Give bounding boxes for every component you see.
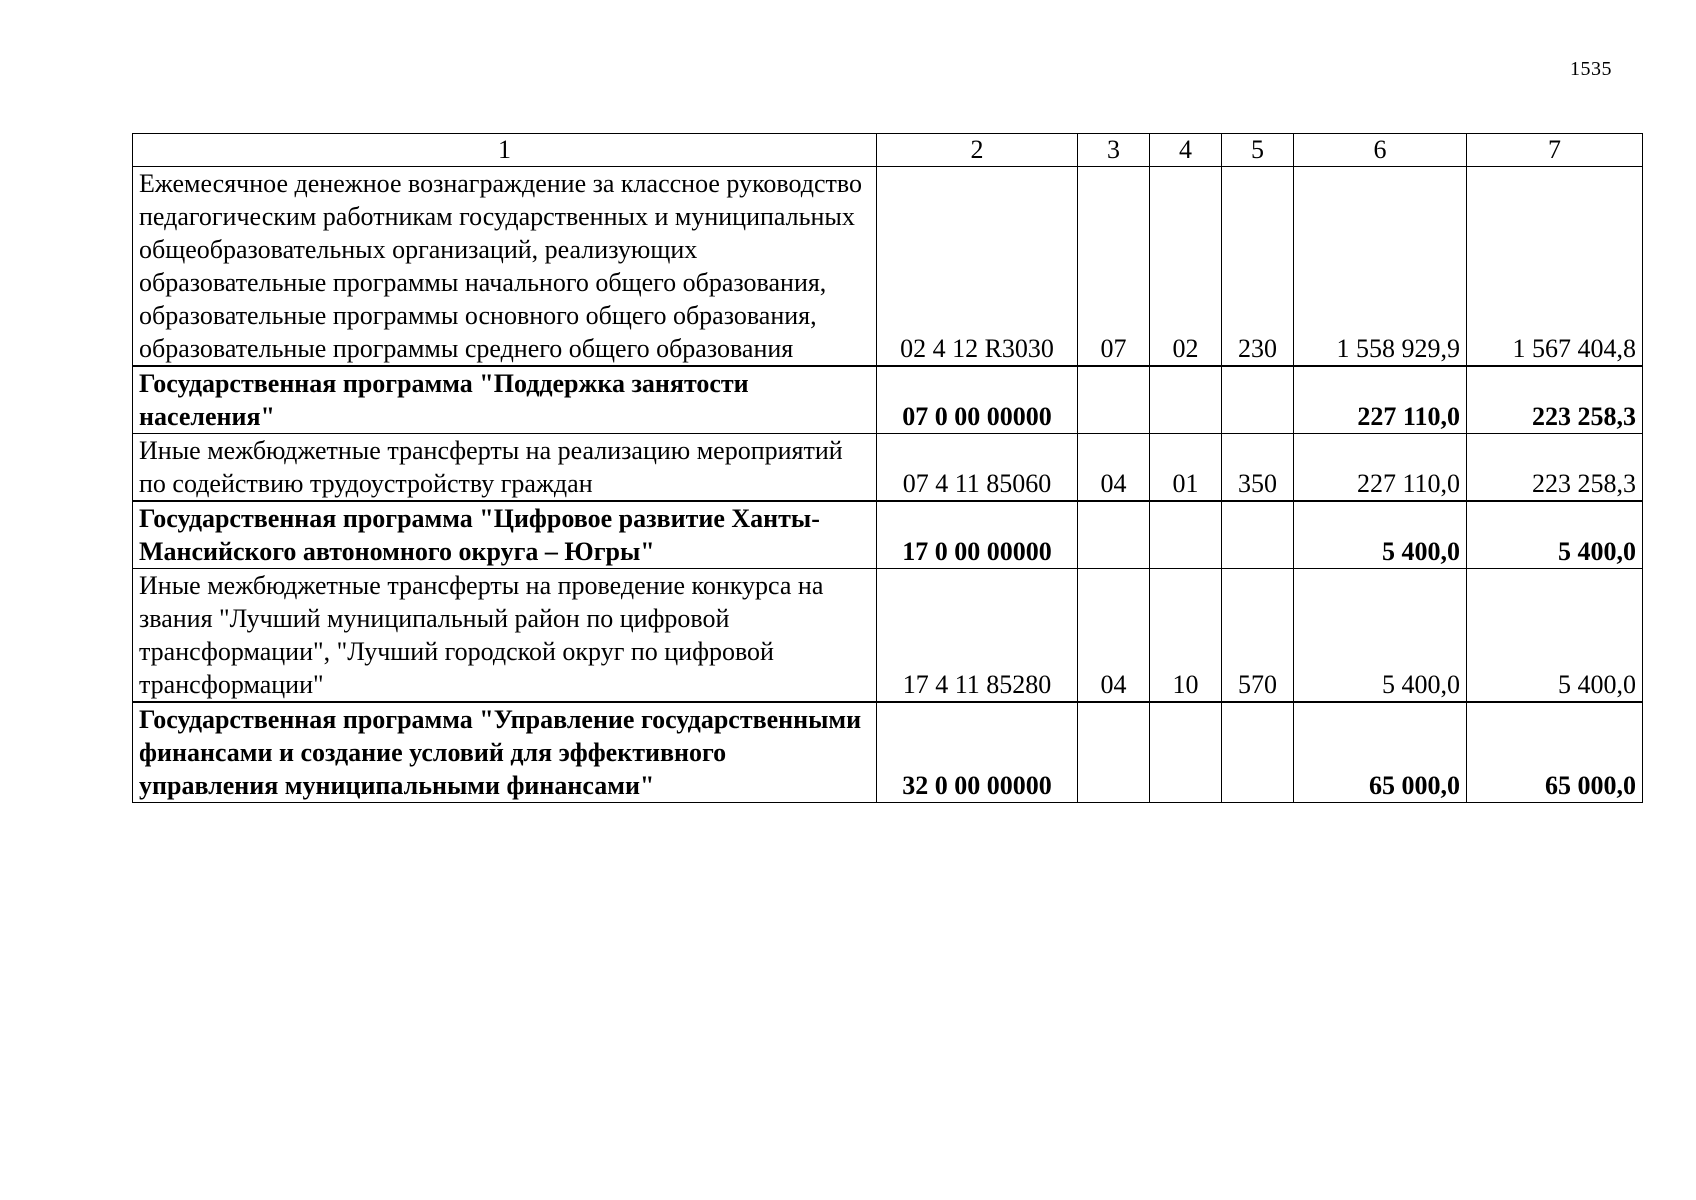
target-article-code: 02 4 12 R3030 [877, 167, 1078, 367]
amount-col-7: 223 258,3 [1467, 434, 1643, 502]
table-row [133, 569, 1643, 703]
section-code: 04 [1078, 434, 1150, 502]
amount-col-6: 1 558 929,9 [1294, 167, 1467, 367]
amount-col-7: 1 567 404,8 [1467, 167, 1643, 367]
section-code [1078, 702, 1150, 803]
subsection-code [1150, 366, 1222, 434]
row-description: Государственная программа "Цифровое развитие Ханты-Мансийского автономного округа – Югры" [133, 501, 877, 569]
amount-col-7: 65 000,0 [1467, 702, 1643, 803]
row-description: Ежемесячное денежное вознаграждение за классное руководство педагогическим работникам государственных и муниципальных общеобразовательных организаций, реализующих образовательные программы начального общего образования, образовательные программы основного общего образования, образовательные программы среднего общего образования [133, 167, 877, 367]
subsection-code: 01 [1150, 434, 1222, 502]
column-header-5: 5 [1222, 134, 1294, 167]
expense-type-code [1222, 702, 1294, 803]
amount-col-6: 227 110,0 [1294, 434, 1467, 502]
expense-type-code: 350 [1222, 434, 1294, 502]
expense-type-code [1222, 501, 1294, 569]
subsection-code: 02 [1150, 167, 1222, 367]
page-number: 1535 [1570, 58, 1612, 80]
row-description: Иные межбюджетные трансферты на проведение конкурса на звания "Лучший муниципальный район по цифровой трансформации", "Лучший городской округ по цифровой трансформации" [133, 569, 877, 703]
row-description: Иные межбюджетные трансферты на реализацию мероприятий по содействию трудоустройству граждан [133, 434, 877, 502]
target-article-code: 07 0 00 00000 [877, 366, 1078, 434]
table-row [133, 167, 1643, 367]
row-description: Государственная программа "Поддержка занятости населения" [133, 366, 877, 434]
column-header-7: 7 [1467, 134, 1643, 167]
amount-col-6: 227 110,0 [1294, 366, 1467, 434]
column-header-4: 4 [1150, 134, 1222, 167]
target-article-code: 07 4 11 85060 [877, 434, 1078, 502]
amount-col-7: 5 400,0 [1467, 501, 1643, 569]
header-row [133, 134, 1643, 167]
expense-type-code: 230 [1222, 167, 1294, 367]
target-article-code: 17 0 00 00000 [877, 501, 1078, 569]
amount-col-6: 65 000,0 [1294, 702, 1467, 803]
section-code [1078, 501, 1150, 569]
amount-col-6: 5 400,0 [1294, 569, 1467, 703]
expense-type-code: 570 [1222, 569, 1294, 703]
amount-col-7: 223 258,3 [1467, 366, 1643, 434]
amount-col-7: 5 400,0 [1467, 569, 1643, 703]
table-row [133, 501, 1643, 569]
section-code: 07 [1078, 167, 1150, 367]
subsection-code: 10 [1150, 569, 1222, 703]
table-row [133, 434, 1643, 502]
target-article-code: 32 0 00 00000 [877, 702, 1078, 803]
column-header-1: 1 [133, 134, 877, 167]
subsection-code [1150, 702, 1222, 803]
section-code: 04 [1078, 569, 1150, 703]
row-description: Государственная программа "Управление государственными финансами и создание условий для эффективного управления муниципальными финансами" [133, 702, 877, 803]
amount-col-6: 5 400,0 [1294, 501, 1467, 569]
table-row [133, 702, 1643, 803]
column-header-6: 6 [1294, 134, 1467, 167]
column-header-2: 2 [877, 134, 1078, 167]
subsection-code [1150, 501, 1222, 569]
table-row [133, 366, 1643, 434]
expense-type-code [1222, 366, 1294, 434]
section-code [1078, 366, 1150, 434]
target-article-code: 17 4 11 85280 [877, 569, 1078, 703]
column-header-3: 3 [1078, 134, 1150, 167]
budget-table [132, 133, 1643, 803]
